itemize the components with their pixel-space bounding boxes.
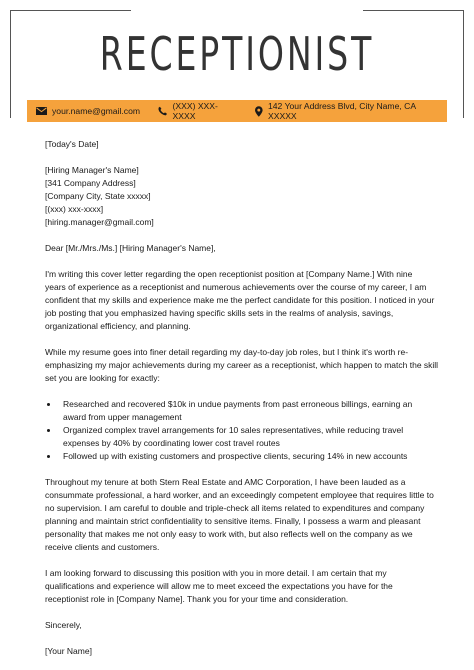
contact-bar — [27, 100, 447, 122]
paragraph-line: consummate professional, a hard worker, and an exceedingly competent employee that requires little to — [45, 490, 434, 500]
page-title: RECEPTIONIST — [99, 27, 375, 81]
recipient-city: [Company City, State xxxxx] — [45, 191, 151, 201]
paragraph-tenure — [45, 476, 445, 554]
location-pin-icon — [255, 106, 263, 117]
signature: [Your Name] — [45, 646, 92, 656]
paragraph-line: confident that my skills and experience make me the perfect candidate for this position. I noticed in your — [45, 295, 435, 305]
list-item-line: expenses by 40% by coordinating lower cost travel routes — [63, 438, 280, 448]
paragraph-line: years of experience as a receptionist and numerous achievements over the course of my career, I am — [45, 282, 427, 292]
paragraph-line: Throughout my tenure at both Stern Real Estate and AMC Corporation, I have been lauded as a — [45, 477, 406, 487]
salutation: Dear [Mr./Mrs./Ms.] [Hiring Manager's Name], — [45, 243, 216, 253]
paragraph-line: organizational efficiency, and planning. — [45, 321, 191, 331]
paragraph-line: qualifications and experience will allow me to meet exceed the expectations you have for the — [45, 581, 393, 591]
paragraph-line: planning and maintain strict confidentiality to sensitive items. Finally, I possess a warm and pleasant — [45, 516, 421, 526]
recipient-email: [hiring.manager@gmail.com] — [45, 217, 154, 227]
paragraph-closing — [45, 567, 445, 606]
paragraph-line: set you are looking for exactly: — [45, 373, 160, 383]
achievement-list — [45, 398, 445, 463]
paragraph-line: personality that makes me not only easy to work with, but also reflects well on the company as we — [45, 529, 413, 539]
list-item — [59, 424, 445, 450]
letter-body — [45, 138, 445, 658]
paragraph-line: While my resume goes into finer detail regarding my day-to-day job roles, but I think it's worth re- — [45, 347, 409, 357]
paragraph-line: receptionist role in [Company Name]. Thank you for your time and consideration. — [45, 594, 349, 604]
recipient-address: [341 Company Address] — [45, 178, 136, 188]
paragraph-line: job posting that you emphasized having specific skills sets in the realms of analysis, savings, — [45, 308, 394, 318]
email-text: your.name@gmail.com — [52, 106, 141, 116]
contact-address — [255, 101, 438, 121]
list-item — [59, 398, 445, 424]
contact-phone — [158, 101, 237, 121]
closing: Sincerely, — [45, 620, 82, 630]
paragraph-line: emphasizing my major achievements during my career as a receptionist, which happen to match the skill — [45, 360, 439, 370]
phone-icon — [158, 106, 168, 116]
paragraph-line: receive clients and customers. — [45, 542, 160, 552]
recipient-block — [45, 164, 445, 229]
envelope-icon — [36, 107, 47, 115]
letter-date: [Today's Date] — [45, 139, 99, 149]
list-item-line: • Researched and recovered $10k in undue payments from past erroneous billings, earning an — [63, 399, 413, 409]
frame-gap — [131, 8, 363, 13]
contact-email — [36, 106, 140, 116]
list-item — [59, 450, 445, 463]
address-text: 142 Your Address Blvd, City Name, CA XXXXX — [268, 101, 416, 121]
paragraph-line: no supervision. I am careful to double and triple-check all items related to expenditures and company — [45, 503, 425, 513]
list-item-line: • Followed up with existing customers and prospective clients, securing 14% in new accounts — [63, 451, 408, 461]
recipient-name: [Hiring Manager's Name] — [45, 165, 139, 175]
paragraph-line: I'm writing this cover letter regarding the open receptionist position at [Company Name.] With nine — [45, 269, 413, 279]
paragraph-achievements — [45, 346, 445, 385]
list-item-line: • Organized complex travel arrangements for 10 sales representatives, while reducing travel — [63, 425, 404, 435]
paragraph-intro — [45, 268, 445, 333]
paragraph-line: I am looking forward to discussing this position with you in more detail. I am certain that my — [45, 568, 387, 578]
list-item-line: award from upper management — [63, 412, 182, 422]
recipient-phone: [(xxx) xxx-xxxx] — [45, 204, 104, 214]
phone-text: (XXX) XXX-XXXX — [172, 101, 218, 121]
